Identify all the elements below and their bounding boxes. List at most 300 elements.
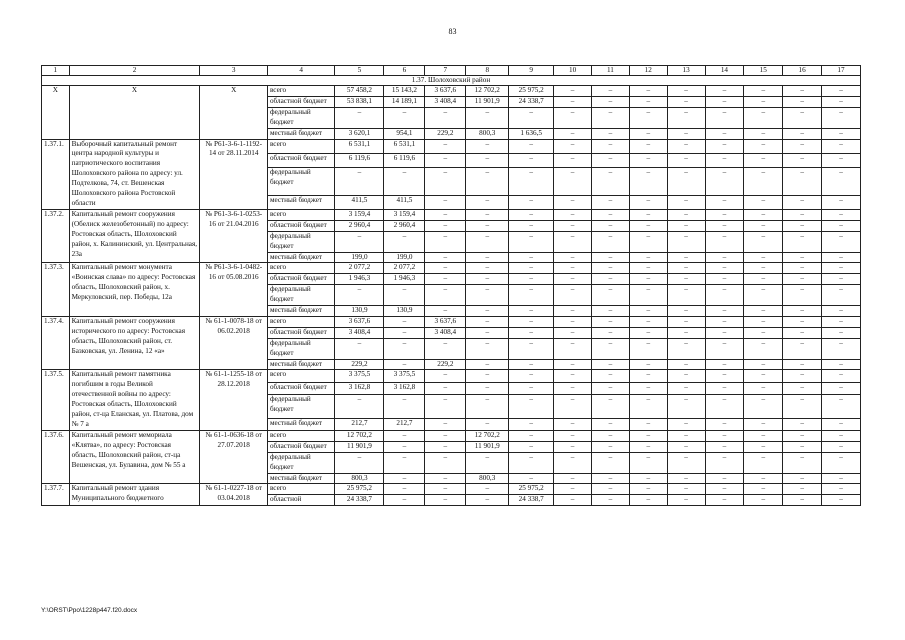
amount-cell: – xyxy=(554,473,592,484)
amount-cell: 15 143,2 xyxy=(384,86,425,97)
funding-source: областной бюджет xyxy=(267,96,334,107)
amount-cell: – xyxy=(592,86,630,97)
amount-cell: – xyxy=(705,128,744,139)
amount-cell: – xyxy=(509,252,554,263)
amount-cell: – xyxy=(384,395,425,418)
amount-cell: – xyxy=(822,473,861,484)
amount-cell: – xyxy=(509,441,554,452)
amount-cell: – xyxy=(744,306,783,317)
amount-cell: – xyxy=(629,209,667,220)
funding-source: всего xyxy=(267,370,334,382)
amount-cell: – xyxy=(425,484,466,495)
amount-cell: – xyxy=(667,263,705,274)
amount-cell: 11 901,9 xyxy=(466,441,509,452)
document-reference: № 61-1-1255-18 от 28.12.2018 xyxy=(200,370,267,430)
amount-cell: – xyxy=(783,370,822,382)
amount-cell: – xyxy=(629,484,667,495)
amount-cell: – xyxy=(822,168,861,195)
amount-cell: – xyxy=(744,220,783,231)
amount-cell: – xyxy=(629,285,667,306)
amount-cell: – xyxy=(705,274,744,285)
amount-cell: – xyxy=(783,86,822,97)
amount-cell: – xyxy=(705,139,744,153)
column-header: 3 xyxy=(200,66,267,76)
funding-source: областной бюджет xyxy=(267,327,334,338)
amount-cell: – xyxy=(744,327,783,338)
amount-cell: – xyxy=(629,495,667,506)
funding-source: местный бюджет xyxy=(267,473,334,484)
amount-cell: – xyxy=(466,153,509,167)
amount-cell: – xyxy=(466,418,509,430)
amount-cell: – xyxy=(592,452,630,473)
amount-cell: – xyxy=(744,209,783,220)
column-header: 5 xyxy=(335,66,384,76)
amount-cell: – xyxy=(667,128,705,139)
amount-cell: – xyxy=(335,168,384,195)
amount-cell: – xyxy=(744,107,783,128)
amount-cell: – xyxy=(425,252,466,263)
amount-cell: – xyxy=(822,263,861,274)
amount-cell: 2 960,4 xyxy=(335,220,384,231)
amount-cell: – xyxy=(744,139,783,153)
amount-cell: – xyxy=(783,195,822,209)
item-number: 1.37.2. xyxy=(42,209,70,263)
amount-cell: – xyxy=(822,484,861,495)
amount-cell: – xyxy=(335,338,384,359)
amount-cell: – xyxy=(744,316,783,327)
amount-cell: – xyxy=(667,370,705,382)
amount-cell: – xyxy=(744,168,783,195)
amount-cell: – xyxy=(466,452,509,473)
column-number-row xyxy=(42,66,861,76)
amount-cell: – xyxy=(705,359,744,370)
amount-cell: – xyxy=(335,285,384,306)
column-header: 1 xyxy=(42,66,70,76)
amount-cell: – xyxy=(425,495,466,506)
footer-path: Y:\ORST\Ppo\1228p447.f20.docx xyxy=(41,607,138,614)
amount-cell: – xyxy=(705,484,744,495)
object-name: Капитальный ремонт сооружения исторического по адресу: Ростовская область, Шолоховский район, ст. Базковская, ул. Ленина, 12 «а» xyxy=(69,316,200,370)
amount-cell: 229,2 xyxy=(425,128,466,139)
amount-cell: – xyxy=(554,220,592,231)
amount-cell: – xyxy=(554,441,592,452)
amount-cell: – xyxy=(629,418,667,430)
amount-cell: – xyxy=(667,209,705,220)
amount-cell: 411,5 xyxy=(335,195,384,209)
amount-cell: 2 077,2 xyxy=(384,263,425,274)
amount-cell: – xyxy=(554,274,592,285)
amount-cell: – xyxy=(509,306,554,317)
amount-cell: – xyxy=(783,220,822,231)
amount-cell: – xyxy=(509,107,554,128)
amount-cell: – xyxy=(554,316,592,327)
amount-cell: – xyxy=(384,338,425,359)
amount-cell: 25 975,2 xyxy=(509,484,554,495)
item-number: 1.37.6. xyxy=(42,430,70,484)
amount-cell: – xyxy=(629,306,667,317)
amount-cell: – xyxy=(554,231,592,252)
column-header: 13 xyxy=(667,66,705,76)
column-header: 4 xyxy=(267,66,334,76)
amount-cell: 25 975,2 xyxy=(509,86,554,97)
amount-cell: – xyxy=(384,327,425,338)
amount-cell: – xyxy=(384,473,425,484)
amount-cell: – xyxy=(592,209,630,220)
amount-cell: 14 189,1 xyxy=(384,96,425,107)
amount-cell: – xyxy=(822,139,861,153)
amount-cell: – xyxy=(466,252,509,263)
amount-cell: – xyxy=(554,139,592,153)
amount-cell: – xyxy=(822,316,861,327)
amount-cell: – xyxy=(783,484,822,495)
amount-cell: – xyxy=(783,139,822,153)
amount-cell: 800,3 xyxy=(466,128,509,139)
amount-cell: 12 702,2 xyxy=(466,86,509,97)
amount-cell: – xyxy=(509,338,554,359)
item-number: 1.37.4. xyxy=(42,316,70,370)
amount-cell: – xyxy=(705,168,744,195)
amount-cell: – xyxy=(466,195,509,209)
amount-cell: – xyxy=(705,473,744,484)
amount-cell: – xyxy=(466,327,509,338)
amount-cell: – xyxy=(425,285,466,306)
document-reference: № 61-1-0636-18 от 27.07.2018 xyxy=(200,430,267,484)
amount-cell: – xyxy=(384,285,425,306)
amount-cell: – xyxy=(667,473,705,484)
amount-cell: – xyxy=(425,168,466,195)
column-header: 10 xyxy=(554,66,592,76)
amount-cell: – xyxy=(592,168,630,195)
column-header: 6 xyxy=(384,66,425,76)
amount-cell: – xyxy=(425,209,466,220)
amount-cell: – xyxy=(783,441,822,452)
amount-cell: – xyxy=(592,430,630,441)
amount-cell: – xyxy=(466,220,509,231)
amount-cell: – xyxy=(705,430,744,441)
amount-cell: – xyxy=(509,430,554,441)
amount-cell: – xyxy=(783,263,822,274)
funding-source: местный бюджет xyxy=(267,128,334,139)
document-reference: № 61-1-0078-18 от 06.02.2018 xyxy=(200,316,267,370)
column-header: 9 xyxy=(509,66,554,76)
amount-cell: – xyxy=(629,195,667,209)
amount-cell: – xyxy=(509,153,554,167)
amount-cell: – xyxy=(629,316,667,327)
item-number: 1.37.5. xyxy=(42,370,70,430)
amount-cell: 1 946,3 xyxy=(384,274,425,285)
amount-cell: – xyxy=(384,495,425,506)
amount-cell: – xyxy=(744,441,783,452)
amount-cell: – xyxy=(783,128,822,139)
amount-cell: 3 162,8 xyxy=(384,382,425,394)
amount-cell: – xyxy=(667,231,705,252)
table-row xyxy=(42,484,861,495)
amount-cell: 3 159,4 xyxy=(384,209,425,220)
amount-cell: 6 531,1 xyxy=(384,139,425,153)
amount-cell: 199,0 xyxy=(384,252,425,263)
amount-cell: 3 159,4 xyxy=(335,209,384,220)
amount-cell: 3 637,6 xyxy=(425,316,466,327)
amount-cell: 11 901,9 xyxy=(335,441,384,452)
amount-cell: – xyxy=(629,86,667,97)
amount-cell: – xyxy=(554,430,592,441)
amount-cell: – xyxy=(629,107,667,128)
amount-cell: – xyxy=(425,139,466,153)
amount-cell: – xyxy=(744,495,783,506)
amount-cell: – xyxy=(425,274,466,285)
funding-source: всего xyxy=(267,139,334,153)
table-row xyxy=(42,370,861,382)
amount-cell: – xyxy=(592,285,630,306)
amount-cell: – xyxy=(667,139,705,153)
amount-cell: – xyxy=(592,107,630,128)
amount-cell: – xyxy=(822,382,861,394)
amount-cell: – xyxy=(425,382,466,394)
document-reference: X xyxy=(200,86,267,140)
table-row xyxy=(42,430,861,441)
column-header: 8 xyxy=(466,66,509,76)
amount-cell: – xyxy=(667,153,705,167)
amount-cell: – xyxy=(592,327,630,338)
object-name: X xyxy=(69,86,200,140)
amount-cell: – xyxy=(667,86,705,97)
item-number: 1.37.3. xyxy=(42,263,70,317)
amount-cell: – xyxy=(822,220,861,231)
amount-cell: – xyxy=(466,495,509,506)
amount-cell: – xyxy=(667,285,705,306)
amount-cell: 57 458,2 xyxy=(335,86,384,97)
amount-cell: – xyxy=(783,327,822,338)
amount-cell: – xyxy=(592,153,630,167)
amount-cell: – xyxy=(384,168,425,195)
amount-cell: 6 119,6 xyxy=(384,153,425,167)
amount-cell: – xyxy=(629,382,667,394)
amount-cell: – xyxy=(705,209,744,220)
page-number: 83 xyxy=(448,27,457,36)
funding-source: всего xyxy=(267,316,334,327)
amount-cell: – xyxy=(466,316,509,327)
amount-cell: – xyxy=(592,473,630,484)
amount-cell: – xyxy=(822,96,861,107)
funding-source: областной бюджет xyxy=(267,220,334,231)
amount-cell: – xyxy=(592,495,630,506)
amount-cell: – xyxy=(822,306,861,317)
amount-cell: – xyxy=(744,359,783,370)
document-reference: № Р61-3-6-1-1192-14 от 28.11.2014 xyxy=(200,139,267,209)
amount-cell: – xyxy=(629,370,667,382)
amount-cell: – xyxy=(629,168,667,195)
funding-source: областной бюджет xyxy=(267,382,334,394)
amount-cell: – xyxy=(822,395,861,418)
amount-cell: – xyxy=(822,86,861,97)
amount-cell: – xyxy=(554,395,592,418)
amount-cell: – xyxy=(822,209,861,220)
amount-cell: – xyxy=(822,441,861,452)
amount-cell: – xyxy=(705,86,744,97)
amount-cell: – xyxy=(783,96,822,107)
funding-source: всего xyxy=(267,263,334,274)
amount-cell: – xyxy=(509,473,554,484)
table-row xyxy=(42,263,861,274)
amount-cell: – xyxy=(335,395,384,418)
amount-cell: – xyxy=(705,338,744,359)
item-number: X xyxy=(42,86,70,140)
amount-cell: – xyxy=(705,327,744,338)
amount-cell: – xyxy=(629,327,667,338)
amount-cell: – xyxy=(744,338,783,359)
amount-cell: – xyxy=(509,327,554,338)
amount-cell: – xyxy=(744,395,783,418)
amount-cell: 3 620,1 xyxy=(335,128,384,139)
table-row xyxy=(42,316,861,327)
funding-source: федеральный бюджет xyxy=(267,395,334,418)
amount-cell: – xyxy=(554,484,592,495)
amount-cell: – xyxy=(667,452,705,473)
funding-source: федеральный бюджет xyxy=(267,452,334,473)
amount-cell: 229,2 xyxy=(425,359,466,370)
document-reference: № Р61-3-6-1-0253-16 от 21.04.2016 xyxy=(200,209,267,263)
amount-cell: – xyxy=(554,285,592,306)
amount-cell: 24 338,7 xyxy=(335,495,384,506)
amount-cell: – xyxy=(466,285,509,306)
funding-source: областной бюджет xyxy=(267,153,334,167)
amount-cell: – xyxy=(744,274,783,285)
amount-cell: – xyxy=(509,139,554,153)
amount-cell: – xyxy=(705,495,744,506)
amount-cell: – xyxy=(667,195,705,209)
amount-cell: 12 702,2 xyxy=(466,430,509,441)
amount-cell: – xyxy=(629,441,667,452)
amount-cell: 1 946,3 xyxy=(335,274,384,285)
amount-cell: – xyxy=(466,168,509,195)
amount-cell: – xyxy=(592,316,630,327)
amount-cell: – xyxy=(554,263,592,274)
amount-cell: – xyxy=(425,452,466,473)
amount-cell: – xyxy=(744,96,783,107)
amount-cell: – xyxy=(629,359,667,370)
amount-cell: – xyxy=(744,263,783,274)
amount-cell: – xyxy=(509,231,554,252)
amount-cell: – xyxy=(822,128,861,139)
amount-cell: – xyxy=(667,316,705,327)
amount-cell: 130,9 xyxy=(335,306,384,317)
amount-cell: – xyxy=(554,96,592,107)
amount-cell: – xyxy=(384,441,425,452)
amount-cell: 6 119,6 xyxy=(335,153,384,167)
amount-cell: – xyxy=(592,128,630,139)
amount-cell: – xyxy=(554,209,592,220)
amount-cell: – xyxy=(667,220,705,231)
amount-cell: 212,7 xyxy=(335,418,384,430)
amount-cell: – xyxy=(705,195,744,209)
amount-cell: – xyxy=(629,128,667,139)
amount-cell: 411,5 xyxy=(384,195,425,209)
amount-cell: 25 975,2 xyxy=(335,484,384,495)
amount-cell: – xyxy=(509,382,554,394)
amount-cell: – xyxy=(384,430,425,441)
amount-cell: – xyxy=(705,252,744,263)
amount-cell: – xyxy=(554,195,592,209)
amount-cell: 229,2 xyxy=(335,359,384,370)
amount-cell: – xyxy=(554,86,592,97)
amount-cell: – xyxy=(783,285,822,306)
amount-cell: – xyxy=(509,263,554,274)
amount-cell: – xyxy=(629,139,667,153)
amount-cell: – xyxy=(667,484,705,495)
amount-cell: 3 408,4 xyxy=(425,327,466,338)
amount-cell: 199,0 xyxy=(335,252,384,263)
funding-source: федеральный бюджет xyxy=(267,107,334,128)
amount-cell: – xyxy=(554,107,592,128)
amount-cell: – xyxy=(667,430,705,441)
amount-cell: 3 637,6 xyxy=(335,316,384,327)
amount-cell: – xyxy=(822,285,861,306)
amount-cell: – xyxy=(822,327,861,338)
amount-cell: – xyxy=(822,153,861,167)
amount-cell: – xyxy=(744,452,783,473)
amount-cell: – xyxy=(425,306,466,317)
amount-cell: – xyxy=(705,263,744,274)
column-header: 2 xyxy=(69,66,200,76)
amount-cell: 3 408,4 xyxy=(425,96,466,107)
amount-cell: – xyxy=(744,370,783,382)
amount-cell: – xyxy=(384,107,425,128)
amount-cell: – xyxy=(822,195,861,209)
amount-cell: – xyxy=(554,382,592,394)
amount-cell: – xyxy=(466,395,509,418)
amount-cell: – xyxy=(783,359,822,370)
amount-cell: 800,3 xyxy=(335,473,384,484)
amount-cell: – xyxy=(466,231,509,252)
amount-cell: – xyxy=(592,306,630,317)
amount-cell: – xyxy=(783,252,822,263)
amount-cell: – xyxy=(554,338,592,359)
amount-cell: – xyxy=(705,153,744,167)
amount-cell: – xyxy=(554,327,592,338)
amount-cell: – xyxy=(667,395,705,418)
amount-cell: – xyxy=(705,452,744,473)
amount-cell: – xyxy=(822,452,861,473)
funding-source: федеральный бюджет xyxy=(267,168,334,195)
amount-cell: – xyxy=(592,395,630,418)
amount-cell: – xyxy=(509,452,554,473)
amount-cell: – xyxy=(384,359,425,370)
amount-cell: 11 901,9 xyxy=(466,96,509,107)
amount-cell: – xyxy=(425,107,466,128)
amount-cell: – xyxy=(466,306,509,317)
amount-cell: – xyxy=(592,252,630,263)
amount-cell: – xyxy=(466,382,509,394)
column-header: 17 xyxy=(822,66,861,76)
amount-cell: – xyxy=(783,306,822,317)
table-body xyxy=(42,66,861,506)
amount-cell: – xyxy=(509,359,554,370)
amount-cell: – xyxy=(783,153,822,167)
amount-cell: – xyxy=(744,128,783,139)
amount-cell: – xyxy=(466,274,509,285)
amount-cell: – xyxy=(629,263,667,274)
funding-source: федеральный бюджет xyxy=(267,285,334,306)
funding-source: федеральный бюджет xyxy=(267,338,334,359)
amount-cell: – xyxy=(705,96,744,107)
amount-cell: – xyxy=(783,395,822,418)
amount-cell: – xyxy=(744,382,783,394)
amount-cell: – xyxy=(783,452,822,473)
amount-cell: – xyxy=(667,96,705,107)
amount-cell: – xyxy=(667,327,705,338)
amount-cell: – xyxy=(705,418,744,430)
amount-cell: – xyxy=(425,370,466,382)
